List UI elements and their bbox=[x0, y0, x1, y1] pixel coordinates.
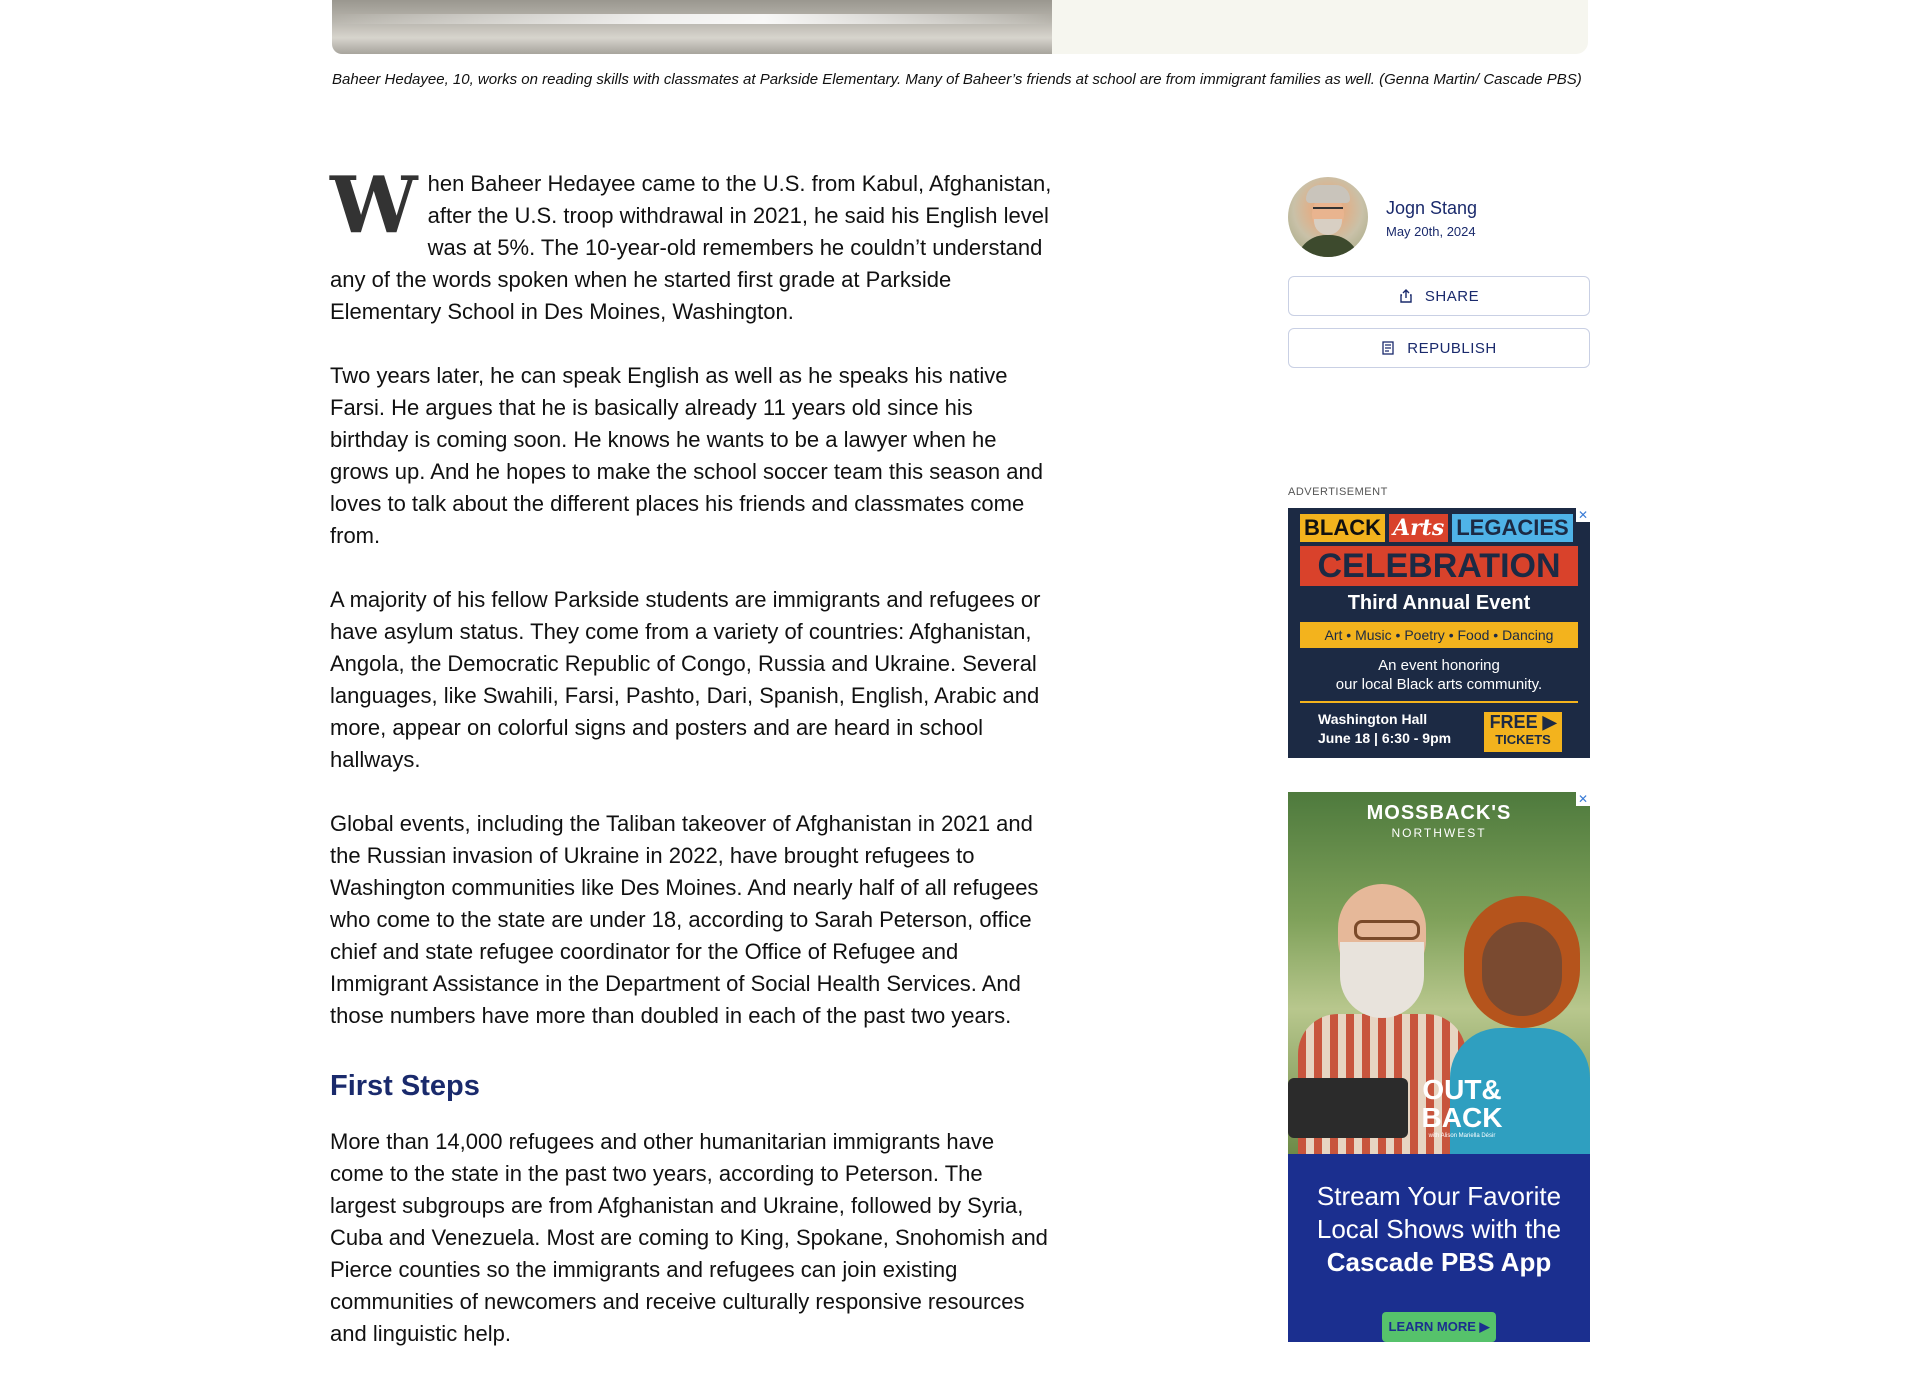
free-tickets-button[interactable] bbox=[1484, 712, 1562, 752]
cta-free: FREE ▶ bbox=[1489, 712, 1557, 732]
typewriter-icon bbox=[1288, 1078, 1408, 1138]
avatar-hair bbox=[1306, 185, 1350, 203]
ad-cascade-pbs-app[interactable] bbox=[1288, 792, 1590, 1342]
author-name-link[interactable]: Jogn Stang bbox=[1386, 197, 1478, 218]
ad-man-beard bbox=[1340, 942, 1424, 1018]
share-button[interactable] bbox=[1288, 276, 1590, 316]
author-avatar[interactable] bbox=[1288, 177, 1368, 257]
ad-black-arts-legacies[interactable] bbox=[1288, 508, 1590, 758]
article-paragraph: More than 14,000 refugees and other humanitarian immigrants have come to the state in the past two years, according to Peterson. The largest subgroups are from Afghanistan and Ukraine, followed by Syria, Cuba and Venezuela. Most are coming to King, Spokane, Snohomish and Pierce counties so the immigrants and refugees can join existing communities of newcomers and receive culturally responsive resources and linguistic help. bbox=[330, 1129, 1048, 1346]
ad-celebration: CELEBRATION bbox=[1300, 546, 1578, 586]
author-meta bbox=[1386, 196, 1477, 239]
ad-stream-text bbox=[1288, 1180, 1590, 1279]
article-body bbox=[330, 160, 1052, 1382]
ad-title-row bbox=[1300, 514, 1573, 542]
learn-more-button[interactable]: LEARN MORE ▶ bbox=[1382, 1312, 1496, 1342]
intro-paragraph bbox=[330, 160, 1052, 328]
republish-label: REPUBLISH bbox=[1407, 339, 1497, 357]
publish-date: May 20th, 2024 bbox=[1386, 223, 1476, 239]
ad-activities: Art • Music • Poetry • Food • Dancing bbox=[1300, 622, 1578, 648]
ad-desc-line: our local Black arts community. bbox=[1335, 676, 1543, 693]
ad-venue bbox=[1318, 710, 1451, 748]
ad-word-legacies: LEGACIES bbox=[1452, 514, 1572, 542]
ad-venue-name: Washington Hall bbox=[1318, 711, 1428, 727]
ad-show-title-bottom: BACK bbox=[1421, 1102, 1503, 1133]
avatar-glasses bbox=[1313, 207, 1343, 215]
ad-stream-line: Local Shows with the bbox=[1316, 1214, 1562, 1244]
ad-desc-line: An event honoring bbox=[1378, 657, 1500, 674]
photo-highlight bbox=[332, 14, 1052, 24]
ad-show-title-top: OUT& bbox=[1422, 1074, 1502, 1105]
share-icon bbox=[1399, 289, 1413, 303]
article-paragraph: A majority of his fellow Parkside students are immigrants and refugees or have asylum status. They come from a variety of countries: Afghanistan, Angola, the Democratic Republic of Congo, Russia and Ukraine. Several languages, like Swahili, Farsi, Pashto, Dari, Spanish, English, Arabic and more, appear on colorful signs and posters and are heard in school hallways. bbox=[330, 587, 1041, 772]
ad-close-icon[interactable]: ✕ bbox=[1577, 792, 1589, 806]
advertisement-label: ADVERTISEMENT bbox=[1288, 486, 1388, 498]
ad-close-icon[interactable]: ✕ bbox=[1577, 508, 1589, 522]
ad-woman-face bbox=[1482, 922, 1562, 1016]
cta-tickets: TICKETS bbox=[1495, 732, 1551, 747]
ad-man-glasses bbox=[1354, 920, 1420, 940]
ad-word-arts: Arts bbox=[1389, 514, 1448, 542]
avatar-beard bbox=[1314, 219, 1342, 235]
ad-show-host: with Alison Mariella Désir bbox=[1428, 1133, 1496, 1139]
ad-show-logo-sub: NORTHWEST bbox=[1391, 826, 1487, 840]
document-icon bbox=[1381, 341, 1395, 355]
author-byline bbox=[1288, 176, 1590, 258]
ad-subtitle: Third Annual Event bbox=[1347, 592, 1531, 614]
ad-description bbox=[1288, 656, 1590, 694]
intro-text: hen Baheer Hedayee came to the U.S. from Kabul, Afghanistan, after the U.S. troop withdrawal in 2021, he said his English level was at 5%. The 10-year-old remembers he couldn’t understand any of the words spoken when he started first grade at Parkside Elementary School in Des Moines, Washington. bbox=[330, 171, 1052, 324]
ad-show-logo: MOSSBACK'S bbox=[1366, 802, 1512, 824]
photo-caption: Baheer Hedayee, 10, works on reading skills with classmates at Parkside Elementary. Many of Baheer’s friends at school are from immigrant families as well. (Genna Martin/ Cascade PBS) bbox=[332, 71, 1582, 88]
ad-stream-app: Cascade PBS App bbox=[1326, 1247, 1552, 1277]
hero-photo bbox=[332, 0, 1052, 54]
ad-word-black: BLACK bbox=[1300, 514, 1385, 542]
ad-divider bbox=[1300, 701, 1578, 703]
ad-event-time: June 18 | 6:30 - 9pm bbox=[1318, 730, 1452, 746]
section-heading: First Steps bbox=[330, 1070, 480, 1102]
ad-show-title bbox=[1412, 1076, 1512, 1140]
republish-button[interactable] bbox=[1288, 328, 1590, 368]
drop-cap: W bbox=[330, 160, 418, 251]
article-paragraph: Global events, including the Taliban takeover of Afghanistan in 2021 and the Russian invasion of Ukraine in 2022, have brought refugees to Washington communities like Des Moines. And nearly half of all refugees who come to the state are under 18, according to Sarah Peterson, office chief and state refugee coordinator for the Office of Refugee and Immigrant Assistance in the Department of Social Health Services. And those numbers have more than doubled in each of the past two years. bbox=[330, 811, 1039, 1028]
ad-stream-line: Stream Your Favorite bbox=[1316, 1181, 1562, 1211]
article-paragraph: Two years later, he can speak English as well as he speaks his native Farsi. He argues that he is basically already 11 years old since his birthday is coming soon. He knows he wants to be a lawyer when he grows up. And he hopes to make the school soccer team this season and loves to talk about the different places his friends and classmates come from. bbox=[330, 363, 1043, 548]
avatar-shirt bbox=[1296, 235, 1360, 257]
hero-side-panel bbox=[1052, 0, 1588, 54]
share-label: SHARE bbox=[1424, 287, 1480, 305]
article-sidebar bbox=[1288, 176, 1590, 368]
